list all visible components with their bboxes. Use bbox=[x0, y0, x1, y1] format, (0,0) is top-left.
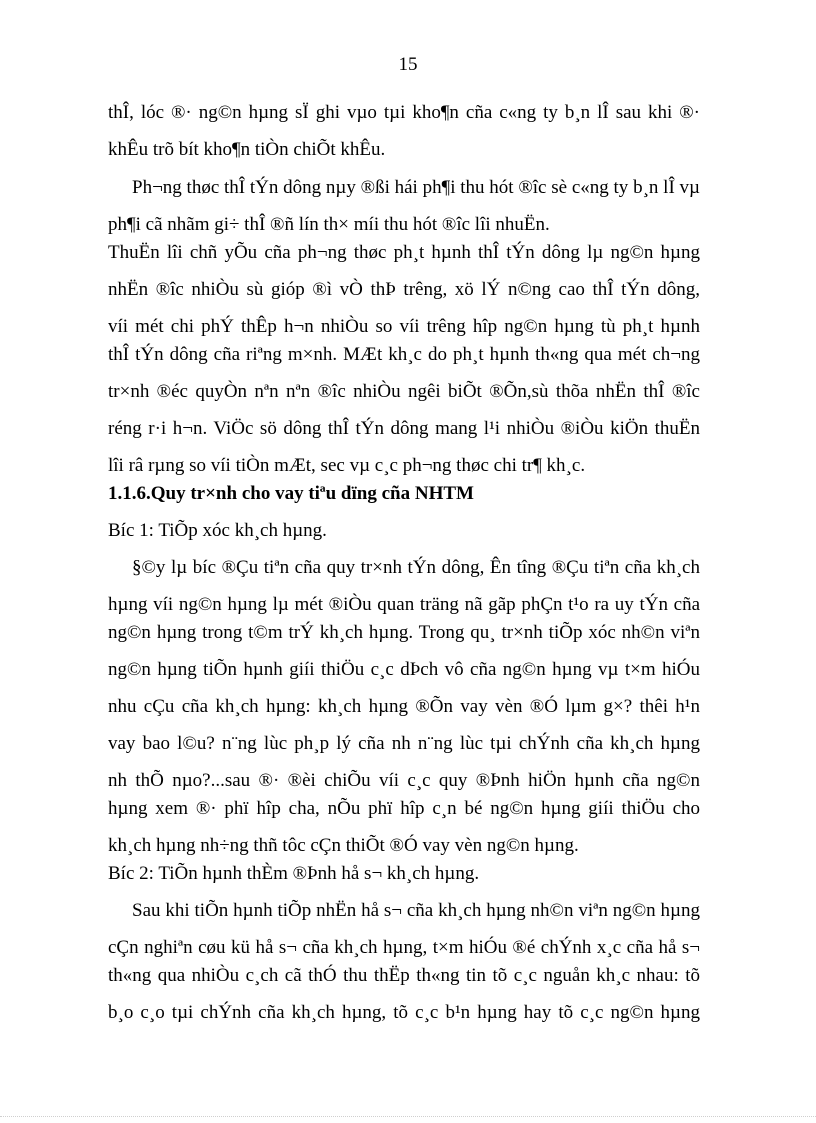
text-line: víi mét chi phÝ thÊp h¬n nhiÒu so víi trêng hîp ng©n hµng tù ph¸t hµnh bbox=[108, 316, 700, 337]
page-number: 15 bbox=[398, 54, 418, 75]
text-line: th«ng qua nhiÒu c¸ch cã thÓ thu thËp th«ng tin tõ c¸c nguån kh¸c nhau: tõ bbox=[108, 965, 700, 986]
text-line: §©y lµ bíc ®Çu tiªn cña quy tr×nh tÝn dông, Ên tîng ®Çu tiªn cña kh¸ch bbox=[132, 557, 700, 578]
text-line: Ph¬ng thøc thÎ tÝn dông nµy ®ßi hái ph¶i thu hót ®îc sè c«ng ty b¸n lÎ vµ bbox=[132, 177, 700, 198]
text-line: khÊu trõ bít kho¶n tiÒn chiÕt khÊu. bbox=[108, 139, 386, 160]
section-heading: 1.1.6.Quy tr×nh cho vay tiªu dïng cña NHTM bbox=[108, 483, 474, 504]
text-line: ph¶i cã nhãm gi÷ thÎ ®ñ lín th× míi thu hót ®îc lîi nhuËn. bbox=[108, 214, 550, 235]
text-line: vay bao l©u? n¨ng lùc ph¸p lý cña nh n¨ng lùc tµi chÝnh cña kh¸ch hµng bbox=[108, 733, 700, 754]
page-bottom-rule bbox=[0, 1116, 816, 1117]
text-line: thÎ, lóc ®· ng©n hµng sÏ ghi vµo tµi kho¶n cña c«ng ty b¸n lÎ sau khi ®· bbox=[108, 102, 700, 123]
text-line: cÇn nghiªn cøu kü hå s¬ cña kh¸ch hµng, t×m hiÓu ®é chÝnh x¸c cña hå s¬ bbox=[108, 937, 700, 958]
step-heading: Bíc 1: TiÕp xóc kh¸ch hµng. bbox=[108, 520, 327, 541]
text-line: nhu cÇu cña kh¸ch hµng: kh¸ch hµng ®Õn vay vèn ®Ó lµm g×? thêi h¹n bbox=[108, 696, 700, 717]
text-line: hµng xem ®· phï hîp cha, nÕu phï hîp c¸n bé ng©n hµng giíi thiÖu cho bbox=[108, 798, 700, 819]
text-line: Sau khi tiÕn hµnh tiÕp nhËn hå s¬ cña kh¸ch hµng nh©n viªn ng©n hµng bbox=[132, 900, 700, 921]
text-line: lîi râ rµng so víi tiÒn mÆt, sec vµ c¸c ph¬ng thøc chi tr¶ kh¸c. bbox=[108, 455, 586, 476]
text-line: ThuËn lîi chñ yÕu cña ph¬ng thøc ph¸t hµnh thÎ tÝn dông lµ ng©n hµng bbox=[108, 242, 700, 263]
text-line: tr×nh ®éc quyÒn nªn nªn ®îc nhiÒu ngêi biÕt ®Õn,sù thõa nhËn thÎ ®îc bbox=[108, 381, 700, 402]
step-heading: Bíc 2: TiÕn hµnh thÈm ®Þnh hå s¬ kh¸ch hµng. bbox=[108, 863, 480, 884]
text-line: nhËn ®îc nhiÒu sù gióp ®ì vÒ thÞ trêng, xö lÝ n©ng cao thÎ tÝn dông, bbox=[108, 279, 700, 300]
text-line: ng©n hµng trong t©m trÝ kh¸ch hµng. Trong qu¸ tr×nh tiÕp xóc nh©n viªn bbox=[108, 622, 700, 643]
text-line: thÎ tÝn dông cña riªng m×nh. MÆt kh¸c do ph¸t hµnh th«ng qua mét ch¬ng bbox=[108, 344, 700, 365]
text-line: kh¸ch hµng nh÷ng thñ tôc cÇn thiÕt ®Ó vay vèn ng©n hµng. bbox=[108, 835, 579, 856]
text-line: réng r·i h¬n. ViÖc sö dông thÎ tÝn dông mang l¹i nhiÒu ®iÒu kiÖn thuËn bbox=[108, 418, 700, 439]
text-line: ng©n hµng tiÕn hµnh giíi thiÖu c¸c dÞch vô cña ng©n hµng vµ t×m hiÓu bbox=[108, 659, 700, 680]
text-line: hµng víi ng©n hµng lµ mét ®iÒu quan träng nã gãp phÇn t¹o ra uy tÝn cña bbox=[108, 594, 700, 615]
text-line: nh thÕ nµo?...sau ®· ®èi chiÕu víi c¸c quy ®Þnh hiÖn hµnh cña ng©n bbox=[108, 770, 700, 791]
text-line: b¸o c¸o tµi chÝnh cña kh¸ch hµng, tõ c¸c b¹n hµng hay tõ c¸c ng©n hµng bbox=[108, 1002, 700, 1023]
